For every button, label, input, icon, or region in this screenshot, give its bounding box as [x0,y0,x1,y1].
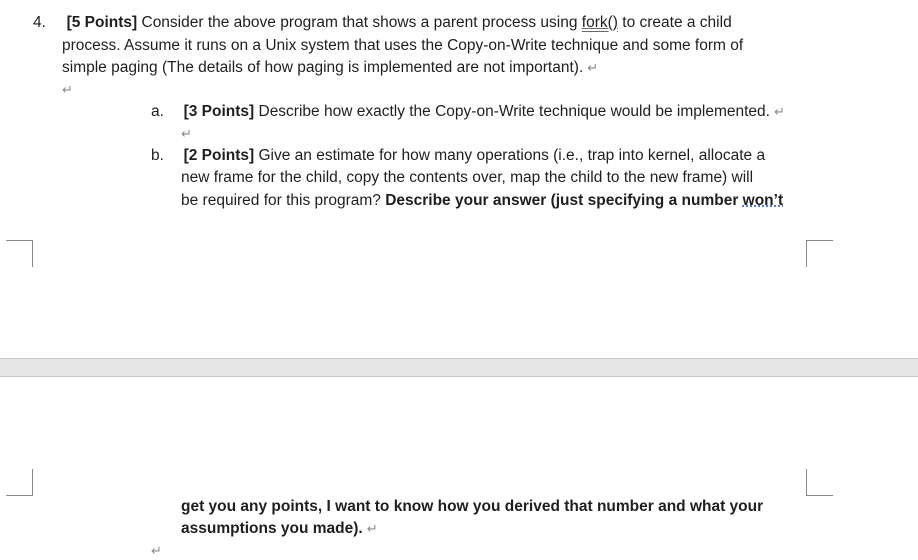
question-line-1: 4. [5 Points] Consider the above program that shows a parent process using fork() to create a child [33,14,732,31]
paragraph-mark-icon: ↵ [151,543,162,558]
crop-mark [6,240,33,267]
spell-check-word[interactable]: won’t [742,192,784,209]
part-b-line-2: new frame for the child, copy the contents over, map the child to the new frame) will [181,169,754,186]
crop-mark [806,469,833,496]
document-page-2 [0,377,918,560]
crop-mark [6,469,33,496]
fork-word[interactable]: fork() [581,14,618,31]
part-b-letter: b. [151,147,164,164]
paragraph-mark-icon: ↵ [181,126,192,141]
paragraph-mark-icon: ↵ [773,104,785,119]
part-a-line: a. [3 Points] Describe how exactly the Copy-on-Write technique would be implemented. ↵ [151,103,785,120]
part-b-points: [2 Points] [183,147,255,164]
question-number: 4. [33,14,46,31]
paragraph-mark-icon: ↵ [366,521,378,536]
crop-mark [806,240,833,267]
question-points: [5 Points] [66,14,138,31]
part-b-line-5: assumptions you made). ↵ [181,520,378,537]
part-b-line-4: get you any points, I want to know how you derived that number and what your [181,498,764,515]
question-line-3: simple paging (The details of how paging is implemented are not important). ↵ [62,59,599,76]
paragraph-mark-icon: ↵ [587,60,599,75]
part-b-line-3: be required for this program? Describe your answer (just specifying a number won’t [181,192,784,209]
part-a-points: [3 Points] [183,103,255,120]
paragraph-mark-icon: ↵ [62,82,73,97]
part-a-letter: a. [151,103,164,120]
page-break-gap [0,358,918,377]
part-b-line-1: b. [2 Points] Give an estimate for how many operations (i.e., trap into kernel, allocate a [151,147,766,164]
question-line-2: process. Assume it runs on a Unix system that uses the Copy-on-Write technique and some form of [62,37,744,54]
